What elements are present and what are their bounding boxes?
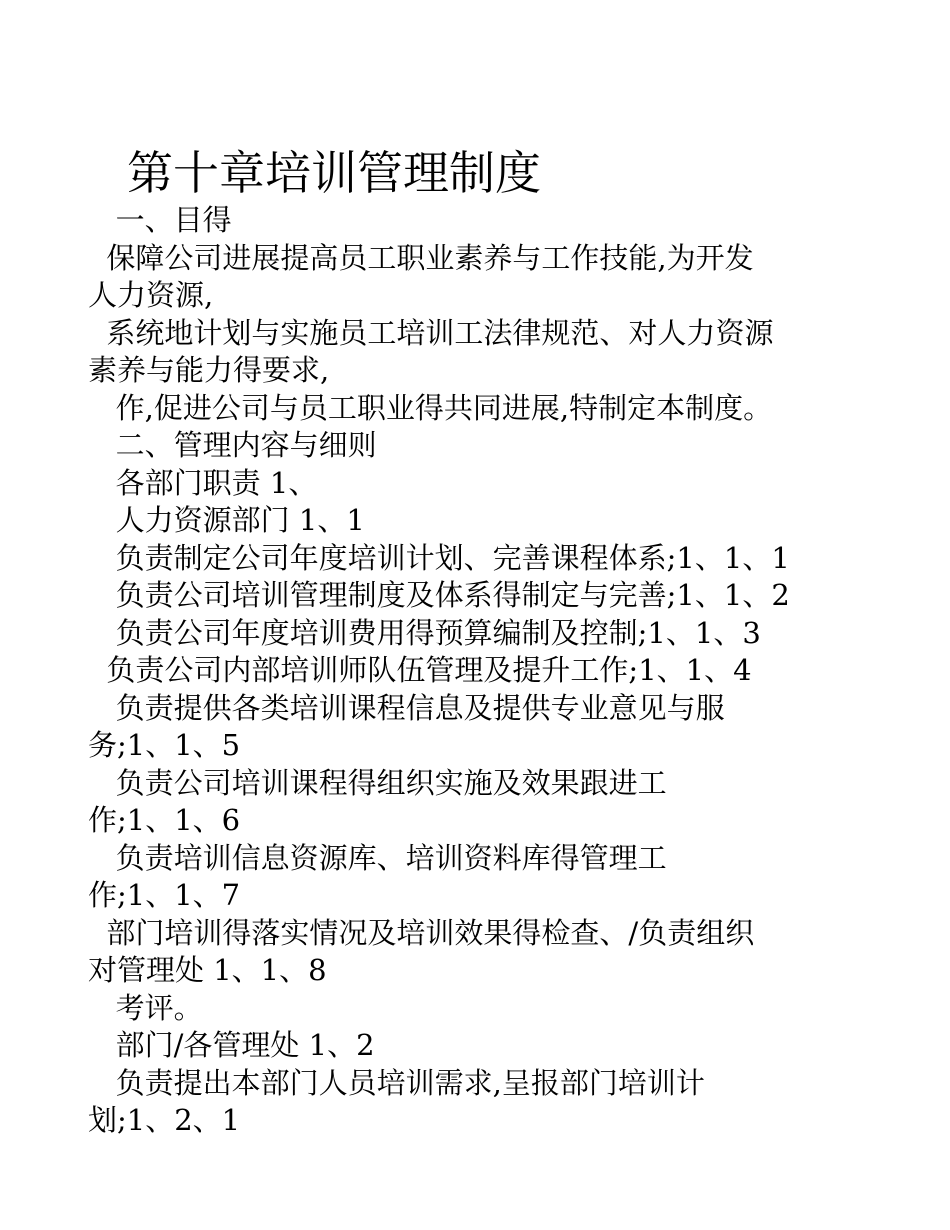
text-line: 对管理处 1、1、8 xyxy=(88,953,327,987)
text-line: 负责提出本部门人员培训需求,呈报部门培训计 xyxy=(88,1065,705,1100)
text-line: 负责公司年度培训费用得预算编制及控制;1、1、3 xyxy=(88,615,761,650)
text-line: 各部门职责 1、 xyxy=(88,465,318,500)
text-line: 划;1、2、1 xyxy=(88,1103,241,1137)
text-line: 保障公司进展提高员工职业素养与工作技能,为开发 xyxy=(88,240,754,275)
text-line: 部门培训得落实情况及培训效果得检查、/负责组织 xyxy=(88,915,755,950)
text-line: 人力资源, xyxy=(88,278,214,312)
text-line: 作,促进公司与员工职业得共同进展,特制定本制度。 xyxy=(88,390,773,425)
text-line: 负责培训信息资源库、培训资料库得管理工 xyxy=(88,840,667,875)
text-line: 负责公司培训课程得组织实施及效果跟进工 xyxy=(88,765,667,800)
text-line: 素养与能力得要求, xyxy=(88,353,330,387)
text-line: 作;1、1、6 xyxy=(88,803,241,837)
document-title: 第十章培训管理制度 xyxy=(127,146,541,200)
text-line: 负责提供各类培训课程信息及提供专业意见与服 xyxy=(88,690,725,725)
text-line: 负责公司内部培训师队伍管理及提升工作;1、1、4 xyxy=(88,653,752,687)
document-body xyxy=(88,202,868,1140)
text-line: 务;1、1、5 xyxy=(88,728,241,762)
text-line: 作;1、1、7 xyxy=(88,878,241,912)
text-line: 部门/各管理处 1、2 xyxy=(88,1028,375,1062)
text-line: 二、管理内容与细则 xyxy=(88,428,377,462)
text-line: 考评。 xyxy=(88,990,203,1025)
text-line: 人力资源部门 1、1 xyxy=(88,503,365,537)
text-line: 系统地计划与实施员工培训工法律规范、对人力资源 xyxy=(88,315,774,350)
text-line: 负责制定公司年度培训计划、完善课程体系;1、1、1 xyxy=(88,540,790,575)
text-line: 一、目得 xyxy=(88,203,232,237)
text-line: 负责公司培训管理制度及体系得制定与完善;1、1、2 xyxy=(88,578,790,612)
